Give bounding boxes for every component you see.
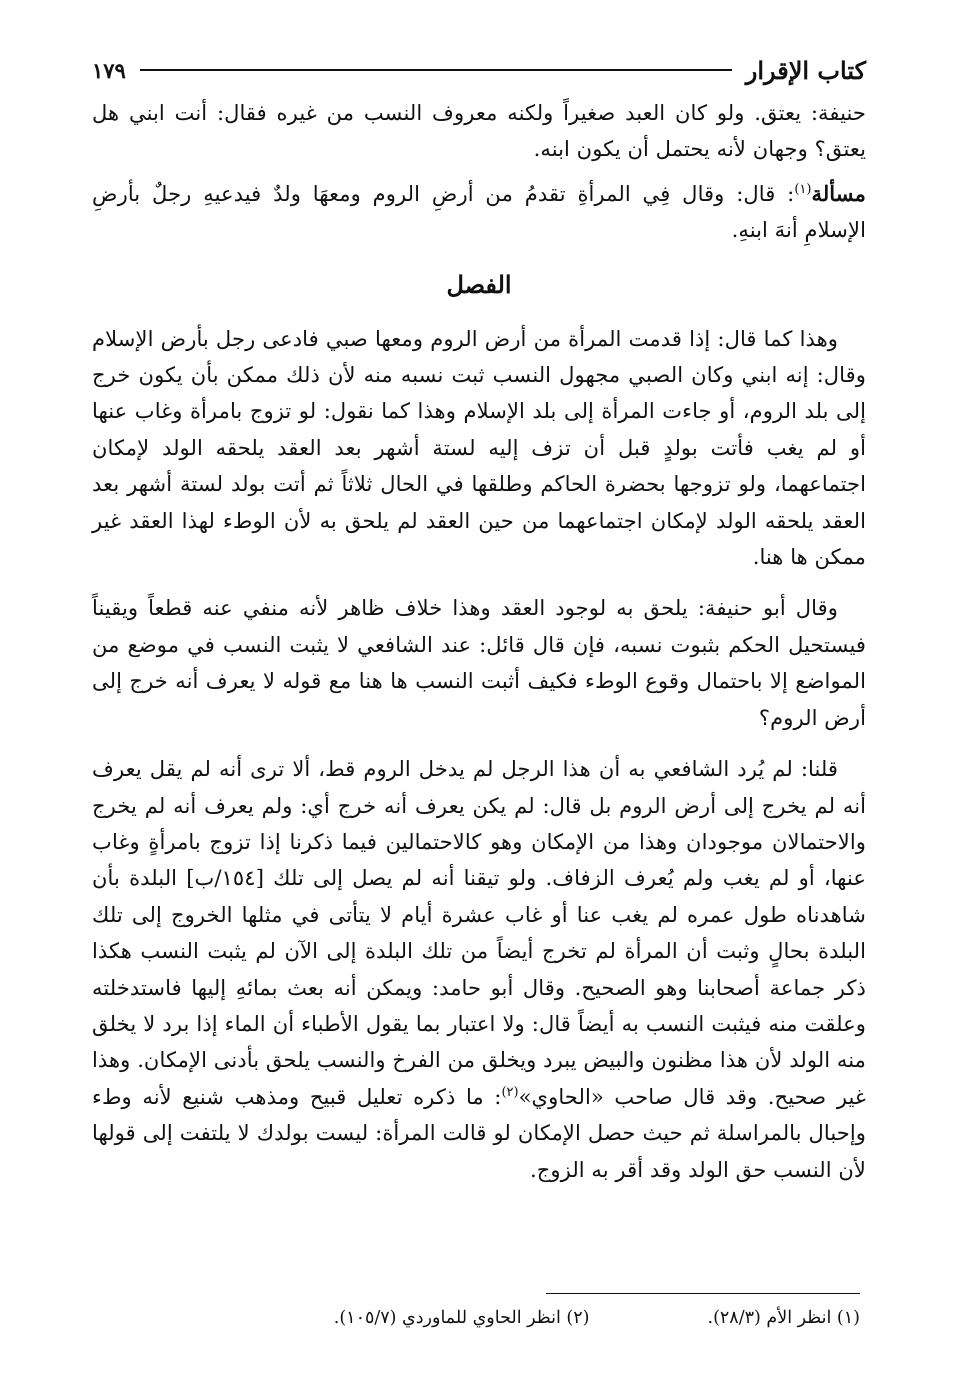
chapter-title: كتاب الإقرار	[745, 55, 866, 85]
footnotes	[180, 1305, 860, 1331]
footnote-ref-2: (٢)	[501, 1084, 519, 1100]
masala-paragraph	[92, 176, 866, 249]
footnote-separator	[546, 1293, 860, 1294]
masala-keyword: مسألة	[811, 180, 866, 206]
footnote-1: (١) انظر الأم (٢٨/٣).	[707, 1308, 860, 1328]
paragraph-text: قلنا: لم يُرد الشافعي به أن هذا الرجل لم يدخل الروم قط، ألا ترى أنه لم يقل يعرف أنه لم يخرج إلى أرض الروم بل قال: لم يكن يعرف أنه خرج أي: ولم يعرف أنه لم يخرج والاحتمالان موجودان وهذا من الإمكان وهو كالاحتمالين فيما ذكرنا إذا تزوج بامرأةٍ وغاب عنها، أو لم يغب ولم يُعرف الزفاف. ولو تيقنا أنه لم يصل إلى تلك [١٥٤/ب] البلدة بأن شاهدناه طول عمره لم يغب عنا أو غاب عشرة أيام لا يتأتى في مثلها الخروج إلى تلك البلدة بحالٍ وثبت أن المرأة لم تخرج أيضاً من تلك البلدة إلى الآن لم يثبت النسب هكذا ذكر جماعة أصحابنا وهو الصحيح. وقال أبو حامد: ويمكن أنه بعث بمائهِ إليها فاستدخلته وعلقت منه فيثبت النسب به أيضاً قال: ولا اعتبار بما يقول الأطباء أن الماء إذا برد لا يخلق منه الولد لأن هذا مظنون والبيض يبرد ويخلق من الفرخ والنسب يلحق بأدنى الإمكان. وهذا غير صحيح. وقد قال صاحب «الحاوي»	[92, 756, 866, 1109]
paragraph: وقال أبو حنيفة: يلحق به لوجود العقد وهذا خلاف ظاهر لأنه منفي عنه قطعاً ويقيناً فيستحيل الحكم بثبوت نسبه، فإن قال قائل: عند الشافعي لا يثبت النسب في موضع من المواضع إلا باحتمال وقوع الوطء فكيف أثبت النسب ها هنا مع قوله لا يعرف أنه خرج إلى أرض الروم؟	[92, 595, 866, 730]
paragraph: وهذا كما قال: إذا قدمت المرأة من أرض الروم ومعها صبي فادعى رجل بأرض الإسلام وقال: إنه ابني وكان الصبي مجهول النسب ثبت نسبه منه لأن ذلك ممكن بأن يكون خرج إلى بلد الروم، أو جاءت المرأة إلى بلد الإسلام وهذا كما نقول: لو تزوج بامرأة وغاب عنها أو لم يغب فأتت بولدٍ قبل أن تزف إليه لستة أشهر بعد العقد يلحقه الولد لإمكان اجتماعهما، ولو تزوجها بحضرة الحاكم وطلقها في الحال ثلاثاً ثم أتت بولد لستة أشهر بعد العقد يلحقه الولد لإمكان اجتماعهما من حين العقد لم يلحق به لأن الوطء لهذا العقد غير ممكن ها هنا.	[92, 325, 866, 570]
paragraph-text: : ما ذكره تعليل قبيح ومذهب شنيع لأنه وطء وإحبال بالمراسلة ثم حيث حصل الإمكان لو قالت المرأة: ليست بولدك لا يلتفت إلى قولها لأن النسب حق الولد وقد أقر به الزوج.	[92, 1083, 866, 1182]
masala-text: : قال: وقال فِي المرأةِ تقدمُ من أرضِ الروم ومعهَا ولدٌ فيدعيهِ رجلٌ بأرضِ الإسلامِ أنهَ ابنهِ.	[92, 180, 866, 243]
paragraph-continuation: حنيفة: يعتق. ولو كان العبد صغيراً ولكنه معروف النسب من غيره فقال: أنت ابني هل يعتق؟ وجهان لأنه يحتمل أن يكون ابنه.	[92, 100, 866, 162]
footnote-2: (٢) انظر الحاوي للماوردي (١٠٥/٧).	[333, 1308, 590, 1328]
footnote-ref-1: (١)	[794, 181, 812, 197]
main-text	[92, 95, 866, 1188]
section-heading: الفصل	[446, 269, 512, 299]
running-header	[92, 48, 866, 92]
header-rule	[140, 69, 732, 71]
paragraph	[92, 751, 866, 1188]
page-number: ١٧٩	[92, 57, 126, 83]
